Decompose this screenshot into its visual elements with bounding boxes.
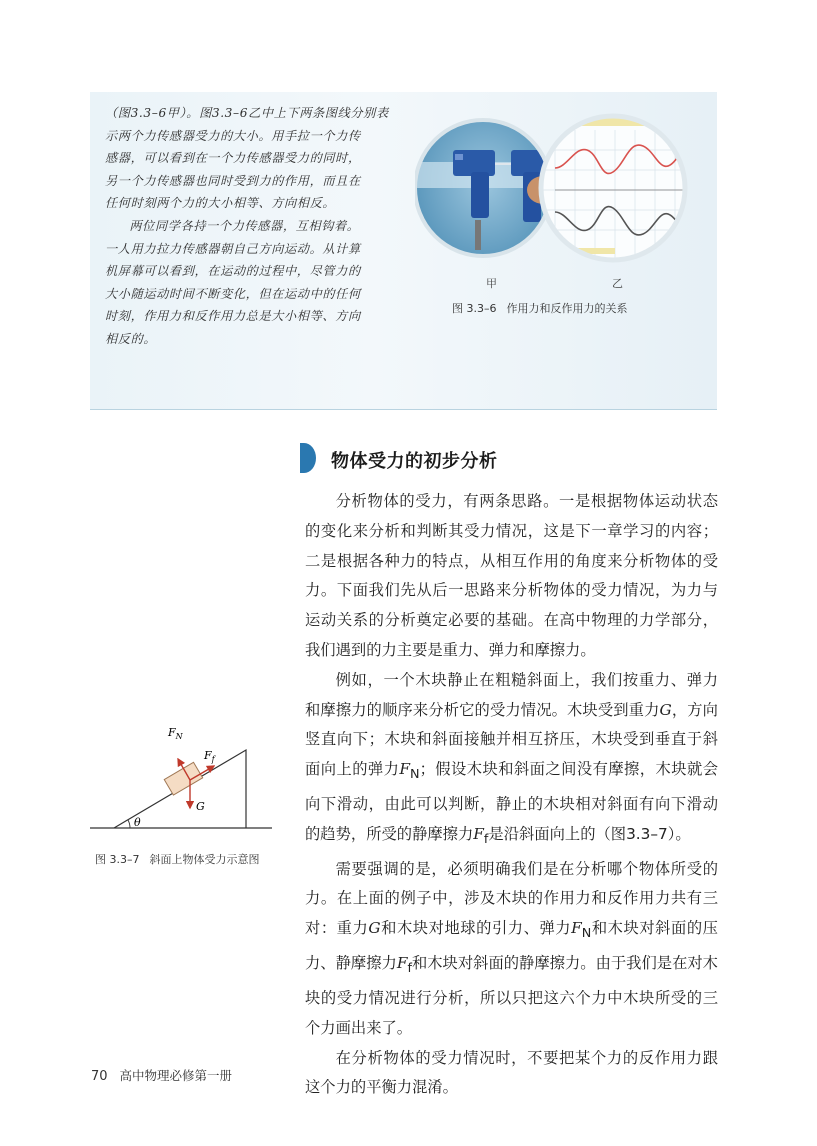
caption-number: 图 3.3–7 (95, 853, 140, 866)
paragraph: 在分析物体的受力情况时，不要把某个力的反作用力跟这个力的平衡力混淆。 (305, 1048, 718, 1097)
text-line: 大小随运动时间不断变化，但在运动中的任何 (105, 286, 361, 301)
g-label: G (196, 800, 205, 813)
caption-number: 图 3.3–6 (452, 302, 497, 315)
text-line: 两位同学各持一个力传感器，互相钩着。 (129, 218, 360, 233)
figure-3-3-7-diagram (86, 726, 286, 838)
text-line: 时刻，作用力和反作用力总是大小相等、方向 (105, 309, 361, 324)
figure-label-jia: 甲 (486, 277, 497, 290)
figure-3-3-6-images (415, 110, 695, 270)
paragraph: 分析物体的受力，有两条思路。一是根据物体运动状态的变化来分析和判断其受力情况，这是下一章学习的内容；二是根据各种力的特点，从相互作用的角度来分析物体的受力。下面我们先从后一思路来分析物体的受力情况，为力与运动关系的分析奠定必要的基础。在高中物理的力学部分，我们遇到的力主要是重力、弹力和摩擦力。 (305, 492, 718, 659)
page-number: 70 (91, 1069, 108, 1084)
text-line: 另一个力传感器也同时受到力的作用，而且在 (105, 173, 361, 188)
book-title: 高中物理必修第一册 (119, 1068, 233, 1083)
figure-3-3-6-caption (452, 300, 628, 316)
text-line: （图3.3–6甲）。图3.3–6乙中上下两条图线分别表 (105, 106, 389, 120)
text-line: 相反的。 (105, 331, 157, 346)
force-graph (535, 110, 695, 270)
text-line: 任何时刻两个力的大小相等、方向相反。 (105, 196, 336, 211)
figure-label-yi: 乙 (612, 277, 623, 290)
text-line: 一人用力拉力传感器朝自己方向运动。从计算 (105, 241, 361, 256)
paragraph: 例如，一个木块静止在粗糙斜面上，我们按重力、弹力和摩擦力的顺序来分析它的受力情况。木块受到重力G，方向竖直向下；木块和斜面接触并相互挤压，木块受到垂直于斜面向上的弹力$F_N$；假设木块和斜面之间没有摩擦，木块就会向下滑动，由此可以判断，静止的木块相对斜面有向下滑动的趋势，所受的静摩擦力$F_f$是沿斜面向上的（图3.3–7）。 (305, 670, 718, 847)
text-line: 机屏幕可以看到，在运动的过程中，尽管力的 (105, 264, 361, 279)
fn-label: $F_N$ (168, 726, 183, 741)
sensor-photo (415, 110, 559, 270)
page-footer (91, 1066, 232, 1084)
section-marker-icon (300, 443, 316, 473)
panel-divider (90, 409, 717, 410)
body-text (305, 487, 718, 1103)
experiment-description (105, 102, 405, 351)
caption-text: 斜面上物体受力示意图 (149, 853, 260, 866)
ff-label: $F_f$ (204, 749, 215, 764)
paragraph: 需要强调的是，必须明确我们是在分析哪个物体所受的力。在上面的例子中，涉及木块的作用力和反作用力共有三对：重力G和木块对地球的引力、弹力$F_N$和木块对斜面的压力、静摩擦力$F_f$和木块对斜面的静摩擦力。由于我们是在对木块的受力情况进行分析，所以只把这六个力中木块所受的三个力画出来了。 (305, 859, 718, 1037)
figure-3-3-7-caption (95, 851, 260, 867)
section-title: 物体受力的初步分析 (331, 451, 498, 472)
caption-text: 作用力和反作用力的关系 (506, 302, 628, 315)
theta-label: θ (134, 816, 141, 829)
text-line: 感器，可以看到在一个力传感器受力的同时， (105, 151, 361, 166)
angle-arc (128, 820, 130, 828)
text-line: 示两个力传感器受力的大小。用手拉一个力传 (105, 128, 361, 143)
